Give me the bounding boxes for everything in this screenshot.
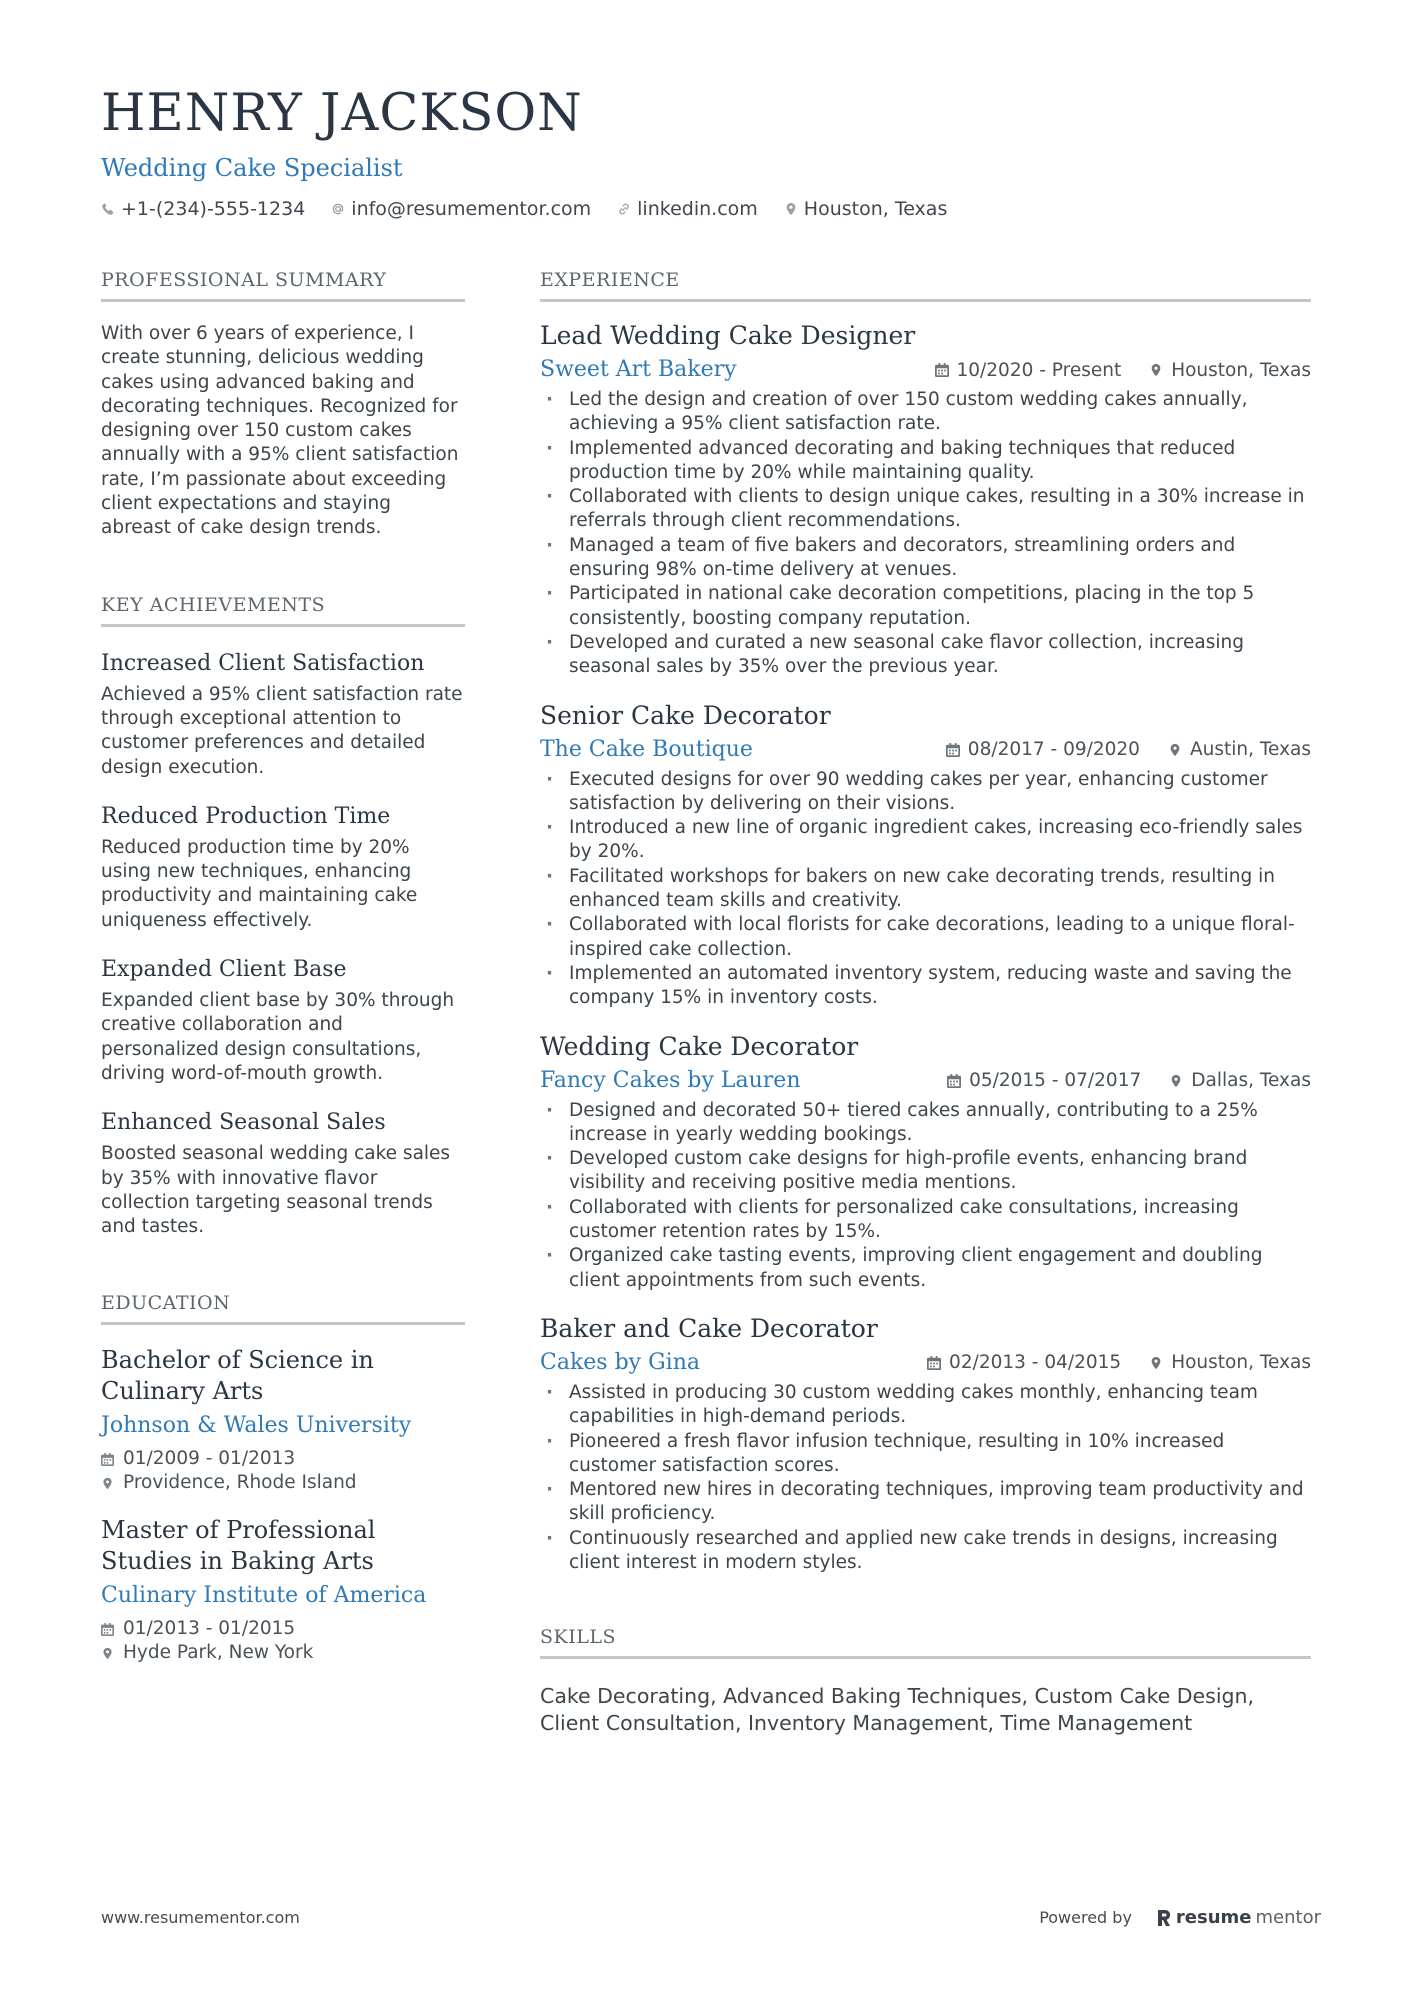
calendar-icon: [101, 1453, 114, 1466]
job-entry: [540, 699, 1311, 1011]
job-location: [1169, 1070, 1311, 1091]
location-pin-icon: [101, 1647, 114, 1660]
job-dates: [935, 360, 1122, 381]
job-location-text: Houston, Texas: [1171, 359, 1311, 381]
experience-section: [540, 268, 1311, 1575]
calendar-icon: [927, 1356, 941, 1370]
education-location: [101, 1641, 465, 1665]
achievement-title: Expanded Client Base: [101, 957, 347, 983]
calendar-icon: [946, 743, 960, 757]
achievement-item: [101, 802, 465, 933]
contact-linkedin[interactable]: [617, 198, 758, 220]
contact-email-text: info@resumementor.com: [351, 198, 592, 220]
job-title: Lead Wedding Cake Designer: [540, 321, 916, 350]
powered-by: [1039, 1907, 1321, 1928]
job-bullet: · Participated in national cake decoration competitions, placing in the top 5 consistently, boosting company reputation.: [540, 582, 1311, 631]
education-location: [101, 1471, 465, 1495]
job-bullets: [540, 1381, 1311, 1575]
left-column: [101, 268, 465, 1665]
contact-phone[interactable]: [101, 198, 305, 220]
brand-logo[interactable]: [1156, 1907, 1321, 1928]
job-company: Fancy Cakes by Lauren: [540, 1067, 801, 1093]
location-pin-icon: [1149, 363, 1163, 377]
job-meta: [935, 360, 1312, 381]
at-icon: [331, 202, 345, 216]
summary-section: [101, 268, 465, 541]
candidate-name: HENRY JACKSON: [101, 84, 583, 143]
job-bullet: · Continuously researched and applied new cake trends in designs, increasing client interest in modern styles.: [540, 1527, 1311, 1576]
job-bullet: · Designed and decorated 50+ tiered cakes annually, contributing to a 25% increase in yearly wedding bookings.: [540, 1099, 1311, 1148]
brand-mark-icon: [1156, 1909, 1172, 1927]
job-bullet: · Introduced a new line of organic ingredient cakes, increasing eco-friendly sales by 20%.: [540, 816, 1311, 865]
resume-header: [101, 82, 1321, 220]
calendar-icon: [935, 363, 949, 377]
education-degree: Bachelor of Science in Culinary Arts: [101, 1346, 374, 1406]
education-dates: [101, 1447, 465, 1471]
job-bullet: · Mentored new hires in decorating techniques, improving team productivity and skill proficiency.: [540, 1478, 1311, 1527]
summary-text: With over 6 years of experience, I create stunning, delicious wedding cakes using advanced baking and decorating techniques. Recognized for designing over 150 custom cakes annually with a 95% client satisfaction rate, I’m passionate about exceeding client expectations and staying abreast of cake design trends.: [101, 323, 459, 539]
job-meta: [927, 1352, 1311, 1373]
job-entry: [540, 319, 1311, 680]
location-pin-icon: [1149, 1356, 1163, 1370]
education-dates-text: 01/2009 - 01/2013: [123, 1448, 296, 1470]
contact-linkedin-text: linkedin.com: [637, 198, 758, 220]
job-location-text: Houston, Texas: [1171, 1352, 1311, 1374]
section-heading: KEY ACHIEVEMENTS: [101, 593, 465, 627]
section-heading: EXPERIENCE: [540, 268, 1311, 302]
section-heading: PROFESSIONAL SUMMARY: [101, 268, 465, 302]
contact-email[interactable]: [331, 198, 591, 220]
calendar-icon: [947, 1074, 961, 1088]
page-footer: [101, 1907, 1321, 1928]
achievement-item: [101, 649, 465, 780]
job-meta: [946, 739, 1311, 760]
job-bullet: · Led the design and creation of over 150 custom wedding cakes annually, achieving a 95% client satisfaction rate.: [540, 388, 1311, 437]
job-bullet: · Organized cake tasting events, improving client engagement and doubling client appointments from such events.: [540, 1244, 1311, 1293]
brand-name-bold: resume: [1175, 1907, 1252, 1928]
job-bullet: · Implemented advanced decorating and baking techniques that reduced production time by 20% while maintaining quality.: [540, 437, 1311, 486]
achievement-title: Increased Client Satisfaction: [101, 650, 425, 676]
job-title: Wedding Cake Decorator: [540, 1031, 859, 1061]
job-location-text: Dallas, Texas: [1191, 1070, 1311, 1092]
job-bullets: [540, 388, 1311, 680]
contact-location-text: Houston, Texas: [803, 198, 948, 220]
footer-website-link[interactable]: www.resumementor.com: [101, 1908, 300, 1927]
job-bullet: · Developed custom cake designs for high-profile events, enhancing brand visibility and receiving positive media mentions.: [540, 1147, 1311, 1196]
location-pin-icon: [1168, 743, 1182, 757]
skills-section: [540, 1625, 1311, 1737]
job-dates-text: 08/2017 - 09/2020: [967, 739, 1140, 761]
job-bullet: · Collaborated with clients for personalized cake consultations, increasing customer retention rates by 15%.: [540, 1196, 1311, 1245]
achievement-desc: Boosted seasonal wedding cake sales by 35% with innovative flavor collection targeting seasonal trends and tastes.: [101, 1143, 451, 1238]
achievement-title: Enhanced Seasonal Sales: [101, 1110, 386, 1136]
calendar-icon: [101, 1623, 114, 1636]
job-location: [1149, 1352, 1311, 1373]
education-degree: Master of Professional Studies in Baking Arts: [101, 1516, 376, 1576]
job-dates: [947, 1070, 1141, 1091]
job-dates-text: 10/2020 - Present: [956, 359, 1122, 381]
section-heading: SKILLS: [540, 1625, 1311, 1659]
link-icon: [617, 202, 631, 216]
job-header: [540, 356, 1311, 384]
education-school: Johnson & Wales University: [101, 1413, 412, 1439]
job-location: [1149, 360, 1311, 381]
achievement-title: Reduced Production Time: [101, 803, 391, 829]
job-title: Senior Cake Decorator: [540, 700, 831, 730]
achievement-item: [101, 1108, 465, 1239]
job-bullet: · Implemented an automated inventory system, reducing waste and saving the company 15% in inventory costs.: [540, 962, 1311, 1011]
powered-by-label: Powered by: [1039, 1908, 1132, 1927]
location-pin-icon: [784, 202, 798, 216]
job-company: Cakes by Gina: [540, 1349, 700, 1375]
job-bullet: · Managed a team of five bakers and decorators, streamlining orders and ensuring 98% on-time delivery at venues.: [540, 534, 1311, 583]
education-location-text: Hyde Park, New York: [123, 1642, 314, 1664]
education-school: Culinary Institute of America: [101, 1583, 427, 1609]
section-heading: EDUCATION: [101, 1291, 465, 1325]
achievement-desc: Expanded client base by 30% through creative collaboration and personalized design consultations, driving word-of-mouth growth.: [101, 990, 455, 1084]
achievement-desc: Reduced production time by 20% using new techniques, enhancing productivity and maintaining cake uniqueness effectively.: [101, 836, 418, 931]
education-item: [101, 1345, 465, 1495]
brand-name-light: mentor: [1255, 1907, 1321, 1928]
education-dates-text: 01/2013 - 01/2015: [123, 1618, 296, 1640]
contact-phone-text: +1-(234)-555-1234: [121, 198, 306, 220]
job-title: Baker and Cake Decorator: [540, 1313, 878, 1343]
phone-icon: [101, 202, 115, 216]
job-dates-text: 02/2013 - 04/2015: [949, 1352, 1122, 1374]
location-pin-icon: [101, 1477, 114, 1490]
job-header: [540, 1349, 1311, 1377]
contact-bar: [101, 198, 1321, 220]
job-company: Sweet Art Bakery: [540, 357, 737, 382]
job-bullet: · Facilitated workshops for bakers on new cake decorating trends, resulting in enhanced team skills and creativity.: [540, 865, 1311, 914]
job-bullet: · Executed designs for over 90 wedding cakes per year, enhancing customer satisfaction by delivering on their visions.: [540, 768, 1311, 817]
job-meta: [947, 1070, 1311, 1091]
job-bullets: [540, 768, 1311, 1011]
achievements-section: [101, 593, 465, 1240]
job-location-text: Austin, Texas: [1189, 739, 1311, 761]
achievement-item: [101, 955, 465, 1086]
job-dates-text: 05/2015 - 07/2017: [969, 1070, 1142, 1092]
achievement-desc: Achieved a 95% client satisfaction rate through exceptional attention to customer preferences and detailed design execution.: [101, 683, 463, 778]
job-bullet: · Collaborated with local florists for cake decorations, leading to a unique floral-inspired cake collection.: [540, 913, 1311, 962]
job-entry: [540, 1312, 1311, 1575]
job-header: [540, 736, 1311, 764]
education-dates: [101, 1617, 465, 1641]
job-bullet: · Collaborated with clients to design unique cakes, resulting in a 30% increase in referrals through client recommendations.: [540, 485, 1311, 534]
education-item: [101, 1515, 465, 1665]
job-bullets: [540, 1099, 1311, 1293]
job-bullet: · Pioneered a fresh flavor infusion technique, resulting in 10% increased customer satisfaction scores.: [540, 1430, 1311, 1479]
job-company: The Cake Boutique: [540, 736, 753, 762]
location-pin-icon: [1169, 1074, 1183, 1088]
skills-text: Cake Decorating, Advanced Baking Techniques, Custom Cake Design, Client Consultation, Inventory Management, Time Management: [540, 1684, 1255, 1736]
candidate-title: Wedding Cake Specialist: [101, 154, 403, 182]
job-location: [1168, 739, 1311, 760]
job-bullet: · Assisted in producing 30 custom wedding cakes monthly, enhancing team capabilities in high-demand periods.: [540, 1381, 1311, 1430]
contact-location: [784, 198, 948, 220]
job-header: [540, 1067, 1311, 1095]
job-entry: [540, 1030, 1311, 1293]
job-dates: [946, 739, 1140, 760]
education-location-text: Providence, Rhode Island: [123, 1472, 357, 1494]
education-section: [101, 1291, 465, 1665]
right-column: [540, 268, 1311, 1737]
job-dates: [927, 1352, 1121, 1373]
job-bullet: · Developed and curated a new seasonal cake flavor collection, increasing seasonal sales by 35% over the previous year.: [540, 631, 1311, 680]
